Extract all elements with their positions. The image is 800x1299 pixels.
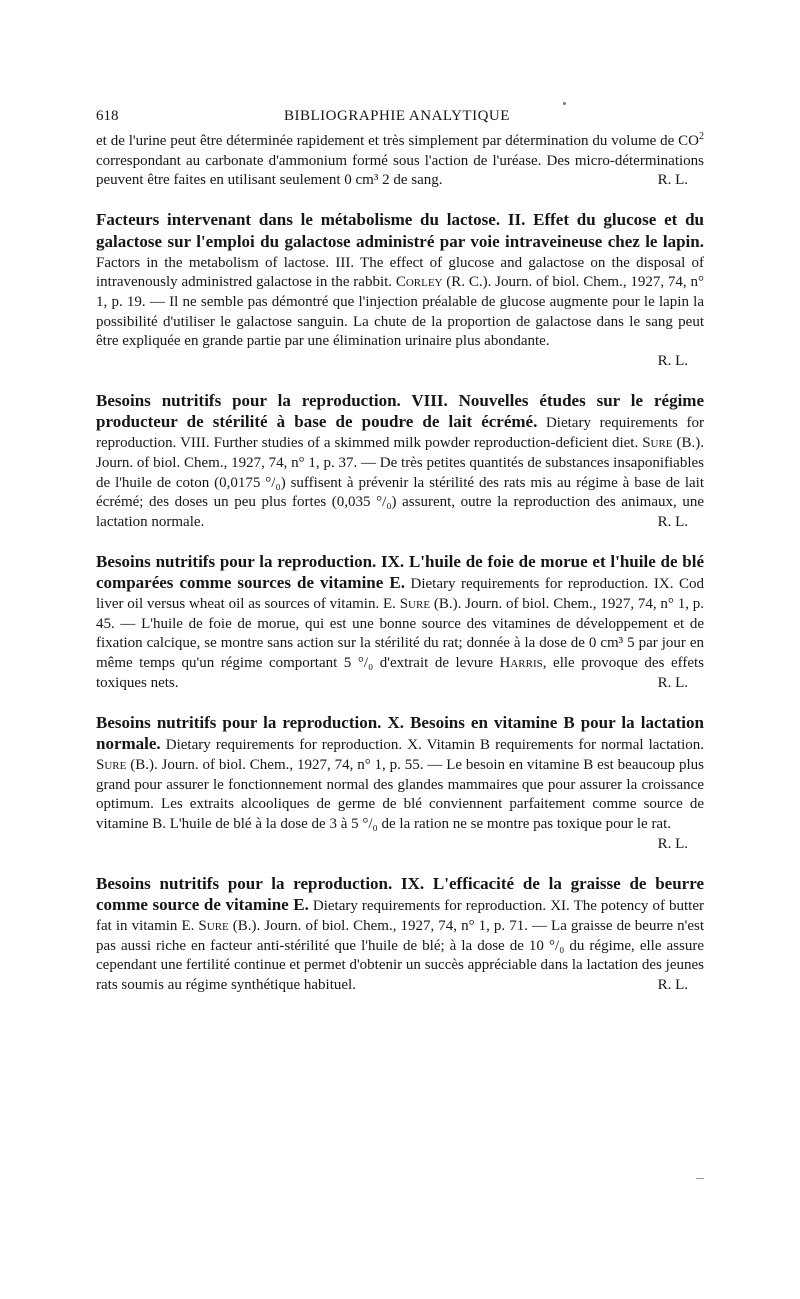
entry-signature: R. L. xyxy=(657,835,688,852)
entry-author: Sure xyxy=(96,756,127,773)
entry-title: Besoins nutritifs pour la reproduction. VIII. Nouvelles études sur le régime producteur de stérilité à base de poudre de lait écrémé. xyxy=(96,390,704,432)
superscript: 2 xyxy=(699,131,704,142)
entry-reproduction-ix xyxy=(96,552,704,694)
entry-text: (R. C.). Journ. of biol. Chem., 1927, 74, n° 1, p. 19. — Il ne semble pas démontré que l'injection préalable de glucose augmente pour le lapin la possibilité d'utiliser le galactose sanguin. La chute de la proportion de galactose dans le sang peut être expliquée en grande partie par une élimination urinaire plus abondante. xyxy=(96,274,704,350)
entry-text: (B.). Journ. of biol. Chem., 1927, 74, n° 1, p. 45. — L'huile de foie de morue, qui est une bonne source des vitamines de développement et de fixation calcique, se montre sans action sur la stérilité du rat; donnée à la dose de 0 cm³ 5 par jour en même temps qu'un régime comportant 5 °/₀ d'extrait de levure xyxy=(96,596,704,672)
entry-text: (B.). Journ. of biol. Chem., 1927, 74, n° 1, p. 55. — Le besoin en vitamine B est beaucoup plus grand pour assurer le fonctionnement normal des glandes mammaires que pour assurer la croissance optimum. Les extraits alcooliques de germe de blé conviennent parfaitement comme source de vitamine B. L'huile de blé à la dose de 3 à 5 °/₀ de la ration ne se montre pas toxique pour le rat. xyxy=(96,756,704,833)
entry-text: Dietary requirements for reproduction. VIII. Further studies of a skimmed milk powder reproduction-deficient diet. xyxy=(96,415,704,452)
entry-author: Harris xyxy=(499,655,543,672)
running-title: BIBLIOGRAPHIE ANALYTIQUE xyxy=(284,108,510,124)
entry-title: Besoins nutritifs pour la reproduction. IX. L'efficacité de la graisse de beurre comme source de vitamine E. xyxy=(96,873,704,915)
entry-title: Besoins nutritifs pour la reproduction. IX. L'huile de foie de morue et l'huile de blé comparées comme sources de vitamine E. xyxy=(96,551,704,593)
entry-author: Sure xyxy=(642,435,673,452)
entry-signature: R. L. xyxy=(657,674,688,691)
entry-reproduction-x xyxy=(96,713,704,835)
entry-signature: R. L. xyxy=(657,172,688,189)
entry-text: Dietary requirements for reproduction. XI. The potency of butter fat in vitamin E. xyxy=(96,898,704,934)
entry-text: Dietary requirements for reproduction. X. Vitamin B requirements for normal lactation. xyxy=(160,737,704,754)
entry-text: (B.). Journ. of biol. Chem., 1927, 74, n° 1, p. 71. — La graisse de beurre n'est pas aussi riche en facteur anti-stérilité que l'huile de blé; à la dose de 10 °/₀ du régime, elle assure cependant une fertilité continue et permet d'obtenir un succès appréciable dans la lactation des jeunes rats soumis au régime synthétique habituel. xyxy=(96,917,704,994)
entry-title: Facteurs intervenant dans le métabolisme du lactose. II. Effet du glucose et du galactose sur l'emploi du galactose administré par voie intraveineuse chez le lapin. xyxy=(96,210,704,251)
entry-title: Besoins nutritifs pour la reproduction. X. Besoins en vitamine B pour la lactation normale. xyxy=(96,712,704,754)
print-mark xyxy=(696,1178,704,1179)
entry-text: et de l'urine peut être déterminée rapidement et très simplement par détermination du volume de CO xyxy=(96,133,699,149)
entry-signature: R. L. xyxy=(657,513,688,530)
entry-lactose-metabolism xyxy=(96,210,704,352)
entry-signature: R. L. xyxy=(657,353,688,370)
entry-reproduction-viii xyxy=(96,391,704,533)
page-number: 618 xyxy=(96,108,119,124)
page-header xyxy=(0,0,800,140)
entry-text: , elle provoque des effets toxiques nets. xyxy=(96,655,704,691)
entry-text: Factors in the metabolism of lactose. III. The effect of glucose and galactose on the disposal of intravenously administred galactose in the rabbit. xyxy=(96,254,704,291)
entry-author: Corley xyxy=(395,274,443,291)
print-speck xyxy=(563,102,566,105)
entry-text: correspondant au carbonate d'ammonium formé sous l'action de l'uréase. Des micro-déterminations peuvent être faites en utilisant seulement 0 cm³ 2 de sang. xyxy=(96,152,704,189)
entry-text: (B.). Journ. of biol. Chem., 1927, 74, n° 1, p. 37. — De très petites quantités de substances insaponifiables de l'huile de coton (0,0175 °/₀) suffisent à prévenir la stérilité des rats mis au régime à base de lait écrémé; des doses un peu plus fortes (0,035 °/₀) assurent, outre la reproduction des animaux, une lactation normale. xyxy=(96,435,704,530)
entry-author: Sure xyxy=(399,596,431,613)
entry-reproduction-xi xyxy=(96,874,704,996)
entry-author: Sure xyxy=(198,917,229,934)
entry-continuation xyxy=(96,132,704,191)
page-body xyxy=(96,132,704,996)
entry-signature: R. L. xyxy=(657,977,688,994)
entry-text: Dietary requirements for reproduction. IX. Cod liver oil versus wheat oil as sources of vitamin. E. xyxy=(96,576,704,613)
